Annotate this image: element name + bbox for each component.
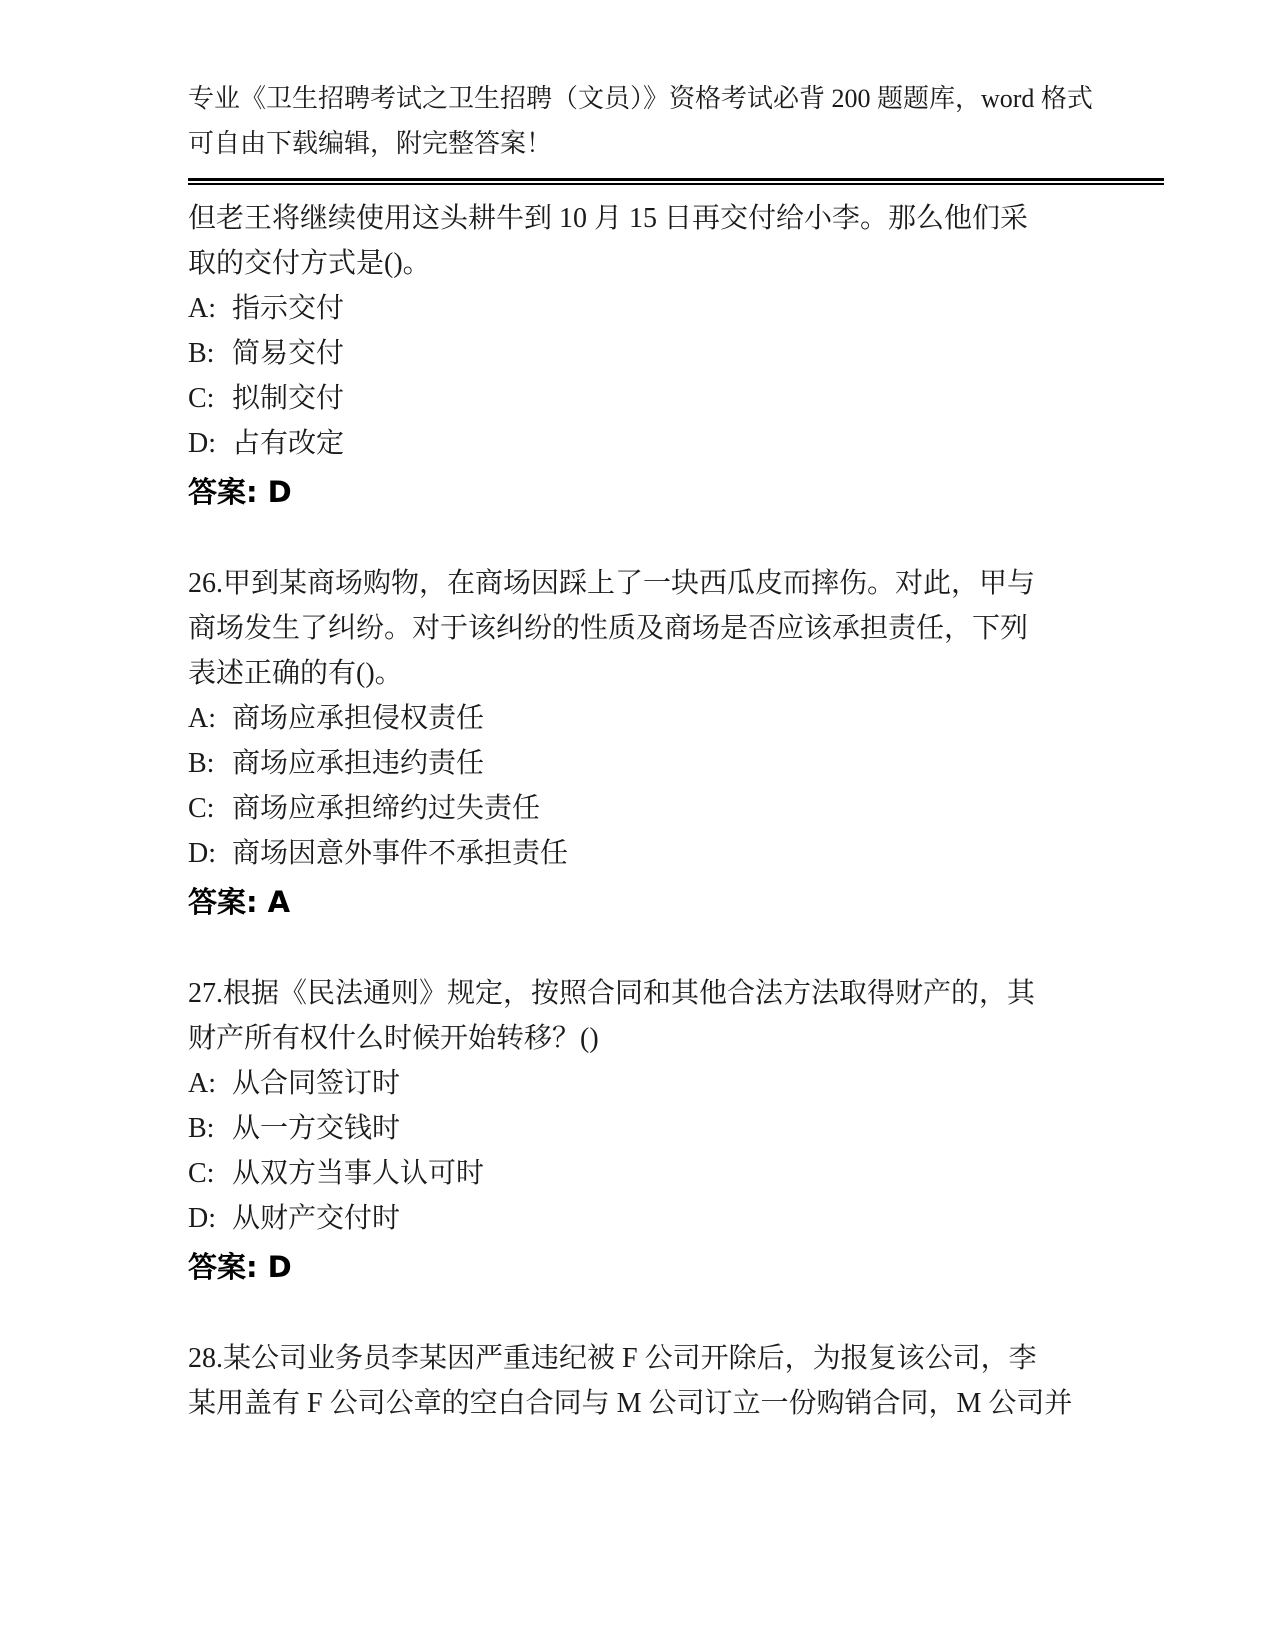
option-row	[188, 1196, 1100, 1241]
option-label: A:	[188, 1068, 216, 1099]
question-text	[188, 1336, 1100, 1426]
option-row	[188, 376, 1100, 421]
option-label: B:	[188, 748, 215, 779]
option-text: 占有改定	[232, 428, 345, 459]
question-block	[188, 971, 1100, 1290]
option-row	[188, 421, 1100, 466]
option-row	[188, 741, 1100, 786]
document-body	[188, 196, 1100, 1426]
question-text	[188, 196, 1100, 286]
option-label: C:	[188, 1158, 215, 1189]
option-text: 商场应承担缔约过失责任	[232, 793, 541, 824]
header-text	[188, 76, 1093, 166]
question-text-line: 表述正确的有()。	[188, 658, 403, 689]
option-text: 拟制交付	[232, 383, 345, 414]
option-text: 从财产交付时	[232, 1203, 401, 1234]
option-row	[188, 331, 1100, 376]
header-text-line2: 可自由下载编辑，附完整答案！	[188, 129, 553, 158]
option-label: A:	[188, 293, 216, 324]
answer-row	[188, 1245, 1100, 1290]
question-text-line: 28.某公司业务员李某因严重违纪被 F 公司开除后，为报复该公司，李	[188, 1343, 1037, 1374]
question-text-line: 取的交付方式是()。	[188, 248, 431, 279]
option-text: 指示交付	[232, 293, 345, 324]
option-label: B:	[188, 338, 215, 369]
option-row	[188, 696, 1100, 741]
option-text: 商场因意外事件不承担责任	[232, 838, 569, 869]
option-row	[188, 831, 1100, 876]
header-text-line1: 专业《卫生招聘考试之卫生招聘（文员）》资格考试必背 200 题题库，word 格式	[188, 84, 1093, 113]
answer-label: 答案:	[188, 885, 258, 919]
option-text: 商场应承担侵权责任	[232, 703, 485, 734]
option-text: 从合同签订时	[232, 1068, 401, 1099]
question-text-line: 某用盖有 F 公司公章的空白合同与 M 公司订立一份购销合同，M 公司并	[188, 1388, 1073, 1419]
question-block	[188, 196, 1100, 515]
question-text	[188, 971, 1100, 1061]
question-text	[188, 561, 1100, 696]
answer-row	[188, 470, 1100, 515]
option-list	[188, 1061, 1100, 1241]
option-row	[188, 786, 1100, 831]
answer-value: D	[267, 1250, 292, 1284]
option-label: D:	[188, 428, 216, 459]
answer-label: 答案:	[188, 475, 258, 509]
option-row	[188, 286, 1100, 331]
question-block	[188, 1336, 1100, 1426]
question-block	[188, 561, 1100, 925]
option-text: 从一方交钱时	[232, 1113, 401, 1144]
question-text-line: 商场发生了纠纷。对于该纠纷的性质及商场是否应该承担责任，下列	[188, 613, 1029, 644]
option-list	[188, 286, 1100, 466]
question-text-line: 26.甲到某商场购物，在商场因踩上了一块西瓜皮而摔伤。对此，甲与	[188, 568, 1036, 599]
question-text-line: 财产所有权什么时候开始转移？()	[188, 1023, 599, 1054]
option-row	[188, 1061, 1100, 1106]
option-label: B:	[188, 1113, 215, 1144]
option-list	[188, 696, 1100, 876]
option-label: A:	[188, 703, 216, 734]
page-header	[188, 76, 1093, 185]
option-label: D:	[188, 1203, 216, 1234]
option-text: 简易交付	[232, 338, 345, 369]
option-row	[188, 1151, 1100, 1196]
answer-row	[188, 880, 1100, 925]
option-label: D:	[188, 838, 216, 869]
answer-label: 答案:	[188, 1250, 258, 1284]
option-text: 商场应承担违约责任	[232, 748, 485, 779]
answer-value: D	[267, 475, 292, 509]
question-text-line: 但老王将继续使用这头耕牛到 10 月 15 日再交付给小李。那么他们采	[188, 203, 1029, 234]
option-row	[188, 1106, 1100, 1151]
answer-value: A	[267, 885, 291, 919]
option-label: C:	[188, 793, 215, 824]
header-divider	[188, 178, 1164, 185]
option-text: 从双方当事人认可时	[232, 1158, 485, 1189]
option-label: C:	[188, 383, 215, 414]
question-text-line: 27.根据《民法通则》规定，按照合同和其他合法方法取得财产的，其	[188, 978, 1036, 1009]
